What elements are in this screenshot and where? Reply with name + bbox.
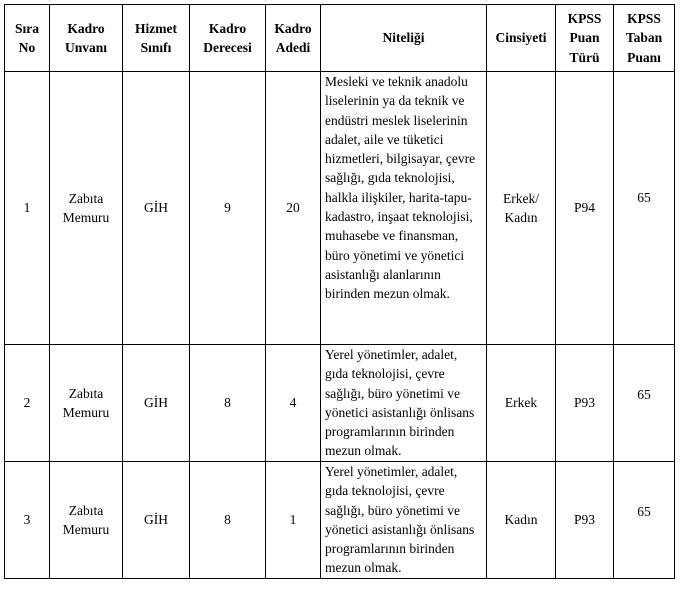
header-kpss-puan-turu: KPSS Puan Türü	[556, 5, 614, 72]
header-kadro-unvani: Kadro Unvanı	[50, 5, 123, 72]
cell-hizmet-sinifi: GİH	[123, 462, 190, 579]
header-sira-no: Sıra No	[5, 5, 50, 72]
cell-kpss-puan-turu: P94	[556, 72, 614, 345]
header-kadro-derecesi: Kadro Derecesi	[190, 5, 266, 72]
cell-kadro-derecesi: 8	[190, 345, 266, 462]
header-niteligi: Niteliği	[321, 5, 487, 72]
cell-hizmet-sinifi: GİH	[123, 72, 190, 345]
cell-niteligi: Mesleki ve teknik anadolu liselerinin ya da teknik ve endüstri meslek liselerinin adalet, aile ve tüketici hizmetleri, bilgisayar, çevre sağlığı, gıda teknolojisi, halkla ilişkiler, harita-tapu-kadastro, inşaat teknolojisi, muhasebe ve finansman, büro yönetimi ve yönetici asistanlığı alanlarının birinden mezun olmak.	[321, 72, 487, 345]
header-cinsiyeti: Cinsiyeti	[487, 5, 556, 72]
cell-kadro-unvani: Zabıta Memuru	[50, 462, 123, 579]
cell-kadro-derecesi: 8	[190, 462, 266, 579]
taban-puani-value: 65	[637, 387, 651, 402]
table-header-row	[5, 5, 675, 72]
cell-kadro-derecesi: 9	[190, 72, 266, 345]
cell-kadro-adedi: 20	[266, 72, 321, 345]
header-hizmet-sinifi: Hizmet Sınıfı	[123, 5, 190, 72]
cell-kadro-adedi: 4	[266, 345, 321, 462]
cell-kpss-puan-turu: P93	[556, 345, 614, 462]
cell-kadro-unvani: Zabıta Memuru	[50, 72, 123, 345]
kadro-table	[4, 4, 675, 579]
table-row	[5, 345, 675, 462]
table-row	[5, 462, 675, 579]
cell-hizmet-sinifi: GİH	[123, 345, 190, 462]
cell-kpss-taban-puani	[614, 72, 675, 345]
cell-cinsiyeti: Erkek	[487, 345, 556, 462]
cell-niteligi: Yerel yönetimler, adalet, gıda teknolojisi, çevre sağlığı, büro yönetimi ve yönetici asistanlığı önlisans programlarının birinden mezun olmak.	[321, 462, 487, 579]
cell-cinsiyeti: Kadın	[487, 462, 556, 579]
header-kadro-adedi: Kadro Adedi	[266, 5, 321, 72]
cell-kpss-taban-puani	[614, 462, 675, 579]
cell-kpss-taban-puani	[614, 345, 675, 462]
cell-sira-no: 2	[5, 345, 50, 462]
header-kpss-taban-puani: KPSS Taban Puanı	[614, 5, 675, 72]
cell-sira-no: 3	[5, 462, 50, 579]
cell-kadro-adedi: 1	[266, 462, 321, 579]
taban-puani-value: 65	[637, 190, 651, 205]
cell-kadro-unvani: Zabıta Memuru	[50, 345, 123, 462]
table-row	[5, 72, 675, 345]
cell-cinsiyeti: Erkek/ Kadın	[487, 72, 556, 345]
cell-niteligi: Yerel yönetimler, adalet, gıda teknolojisi, çevre sağlığı, büro yönetimi ve yönetici asistanlığı önlisans programlarının birinden mezun olmak.	[321, 345, 487, 462]
cell-kpss-puan-turu: P93	[556, 462, 614, 579]
cell-sira-no: 1	[5, 72, 50, 345]
taban-puani-value: 65	[637, 504, 651, 519]
